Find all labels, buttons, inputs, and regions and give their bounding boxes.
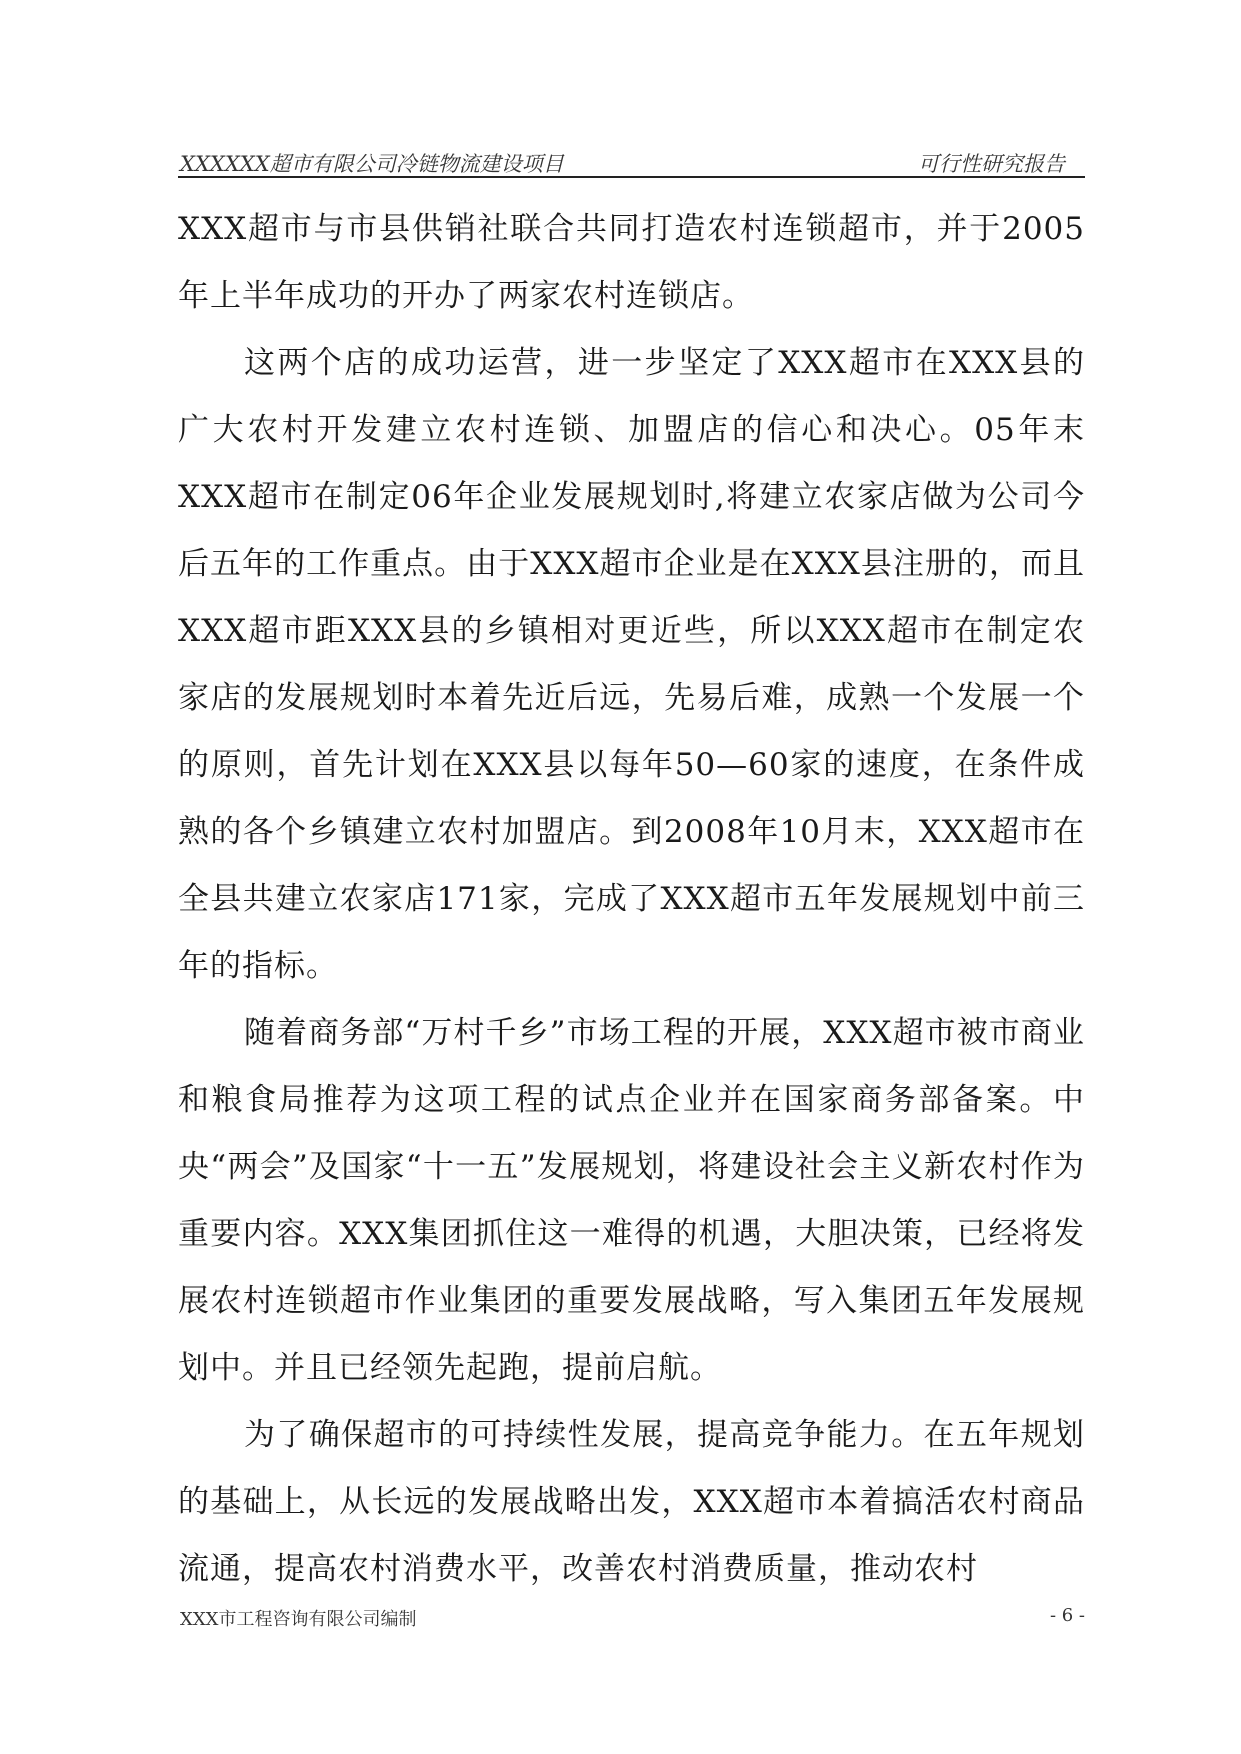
body-text [178,196,1085,1603]
page-number: - 6 - [1049,1605,1085,1626]
paragraph-4: 为了确保超市的可持续性发展，提高竞争能力。在五年规划的基础上，从长远的发展战略出发，XXX超市本着搞活农村商品流通，提高农村消费水平，改善农村消费质量，推动农村 [178,1417,1085,1587]
footer-compiler: XXX市工程咨询有限公司编制 [180,1609,417,1630]
header-project-title: XXXXXX超市有限公司冷链物流建设项目 [180,152,564,176]
header-report-type: 可行性研究报告 [918,152,1065,176]
paragraph-1: XXX超市与市县供销社联合共同打造农村连锁超市，并于2005年上半年成功的开办了两家农村连锁店。 [178,211,1085,314]
paragraph-3: 随着商务部“万村千乡”市场工程的开展，XXX超市被市商业和粮食局推荐为这项工程的试点企业并在国家商务部备案。中央“两会”及国家“十一五”发展规划，将建设社会主义新农村作为重要内容。XXX集团抓住这一难得的机遇，大胆决策，已经将发展农村连锁超市作业集团的重要发展战略，写入集团五年发展规划中。并且已经领先起跑，提前启航。 [178,1015,1085,1386]
page-header [178,146,1085,178]
paragraph-2: 这两个店的成功运营，进一步坚定了XXX超市在XXX县的广大农村开发建立农村连锁、加盟店的信心和决心。05年末XXX超市在制定06年企业发展规划时,将建立农家店做为公司今后五年的工作重点。由于XXX超市企业是在XXX县注册的，而且XXX超市距XXX县的乡镇相对更近些，所以XXX超市在制定农家店的发展规划时本着先近后远，先易后难，成熟一个发展一个的原则，首先计划在XXX县以每年50—60家的速度，在条件成熟的各个乡镇建立农村加盟店。到2008年10月末，XXX超市在全县共建立农家店171家，完成了XXX超市五年发展规划中前三年的指标。 [178,345,1085,984]
page-footer [178,1605,1085,1631]
